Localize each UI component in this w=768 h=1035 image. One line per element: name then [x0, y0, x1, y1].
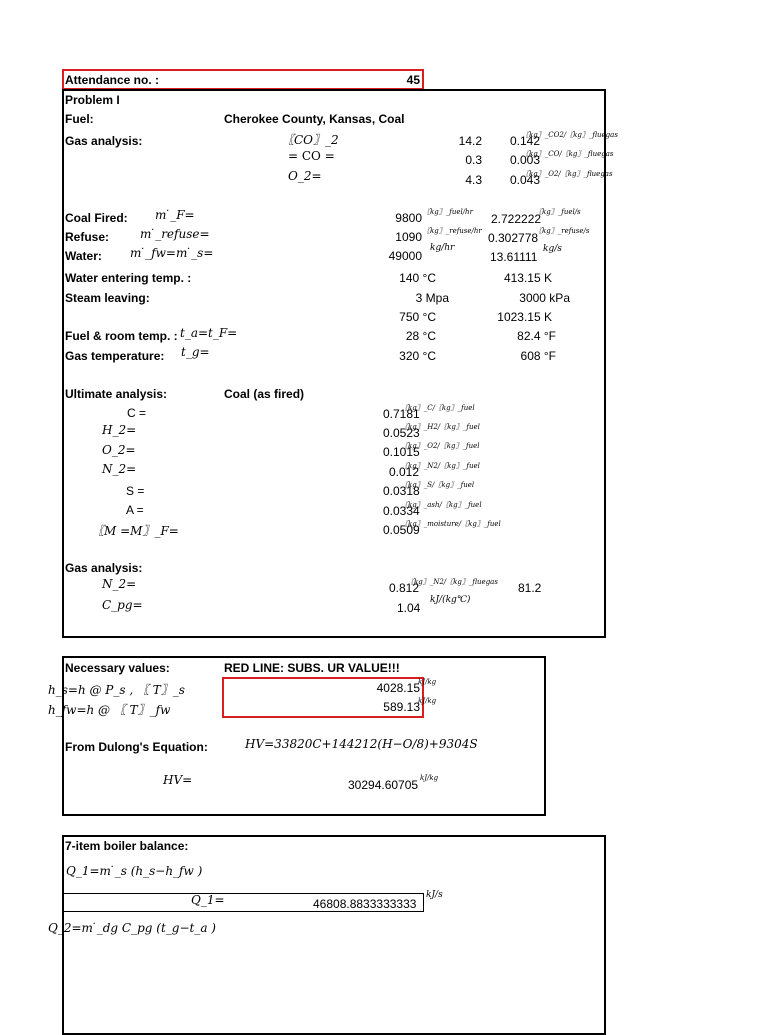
refuse-value: 1090	[395, 230, 422, 244]
water-unit1: kg/hr	[430, 243, 455, 253]
ult-s-value: 0.0318	[383, 484, 420, 498]
ult-m-unit: 〖kg〗_moisture/〖kg〗_fuel	[401, 520, 501, 528]
gas-co-formula: = CO =	[288, 149, 335, 163]
steam-kpa: 3000 kPa	[519, 291, 570, 305]
gas2-n2-formula: N_2=	[102, 577, 137, 591]
ult-h2-formula: H_2=	[102, 423, 137, 437]
water-formula: m ̇_fw=m ̇_s=	[130, 246, 214, 260]
coal-fired-formula: m ̇_F=	[155, 208, 195, 222]
hfw-value[interactable]: 589.13	[383, 700, 420, 714]
red-line-note: RED LINE: SUBS. UR VALUE!!!	[224, 661, 400, 675]
gas-temp-formula: t_g=	[181, 345, 210, 359]
dulong-label: From Dulong's Equation:	[65, 740, 208, 754]
q1-value: 46808.8833333333	[313, 897, 417, 911]
ult-o2-unit: 〖kg〗_O2/〖kg〗_fuel	[401, 442, 480, 450]
gas-o2-formula: O_2=	[288, 169, 322, 183]
water-unit2: kg/s	[543, 244, 562, 254]
gas-co-pct: 0.3	[465, 153, 482, 167]
water-value2: 13.61111	[490, 250, 538, 264]
fuel-temp-formula: t_a=t_F=	[180, 326, 238, 340]
attendance-value: 45	[406, 73, 420, 87]
ult-h2-unit: 〖kg〗_H2/〖kg〗_fuel	[401, 423, 480, 431]
gas-co2-pct: 14.2	[458, 134, 482, 148]
water-label: Water:	[65, 249, 102, 263]
ult-o2-value: 0.1015	[383, 445, 420, 459]
problem-label: Problem I	[65, 93, 120, 107]
hv-unit: kJ/kg	[420, 774, 439, 782]
gas-co2-unit: 〖kg〗_CO2/〖kg〗_fluegas	[522, 131, 618, 139]
gas-o2-pct: 4.3	[465, 173, 482, 187]
hs-unit: kJ/kg	[418, 678, 437, 686]
cpg-formula: C_pg=	[102, 598, 143, 612]
coal-fired-unit2: 〖kg〗_fuel/s	[535, 208, 581, 216]
refuse-unit1: 〖kg〗_refuse/hr	[423, 227, 482, 235]
gas-co2-frac: 0.142	[510, 134, 541, 148]
necessary-values-label: Necessary values:	[65, 661, 170, 675]
fuel-label: Fuel:	[65, 112, 94, 126]
attendance-label: Attendance no. :	[65, 73, 160, 87]
water-temp-c: 140 °C	[399, 271, 436, 285]
water-temp-k: 413.15 K	[503, 271, 552, 285]
ult-a-unit: 〖kg〗_ash/〖kg〗_fuel	[401, 501, 482, 509]
ult-c-unit: 〖kg〗_C/〖kg〗_fuel	[401, 404, 475, 412]
ult-c-value: 0.7181	[383, 407, 420, 421]
gas2-n2-pct: 81.2	[518, 581, 542, 595]
ult-s-unit: 〖kg〗_S/〖kg〗_fuel	[401, 481, 475, 489]
gas-co2-formula: 〖CO〗_2	[282, 133, 339, 147]
ult-o2-formula: O_2=	[102, 443, 136, 457]
refuse-label: Refuse:	[65, 230, 110, 244]
gas-analysis-label: Gas analysis:	[65, 134, 143, 148]
fuel-temp-f: 82.4 °F	[517, 329, 556, 343]
ult-s-formula: S =	[126, 484, 145, 498]
q2-formula: Q_2=m ̇_dg C_pg (t_g−t_a )	[48, 921, 216, 935]
cpg-value: 1.04	[397, 601, 421, 615]
coal-fired-value: 9800	[395, 211, 422, 225]
coal-fired-label: Coal Fired:	[65, 211, 128, 225]
gas-temp-c: 320 °C	[399, 349, 436, 363]
ultimate-analysis-label: Ultimate analysis:	[65, 387, 168, 401]
gas-o2-frac: 0.043	[510, 173, 541, 187]
fuel-temp-c: 28 °C	[405, 329, 436, 343]
coal-fired-unit1: 〖kg〗_fuel/hr	[423, 208, 473, 216]
steam-k: 1023.15 K	[497, 310, 552, 324]
gas-temp-label: Gas temperature:	[65, 349, 165, 363]
dulong-formula: HV=33820C+144212(H−O/8)+9304S	[245, 737, 478, 751]
hv-value: 30294.60705	[348, 778, 419, 792]
water-temp-label: Water entering temp. :	[65, 271, 192, 285]
ult-a-formula: A =	[126, 503, 144, 517]
refuse-formula: m ̇_refuse=	[140, 227, 210, 241]
gas-temp-f: 608 °F	[520, 349, 556, 363]
hfw-unit: kJ/kg	[418, 697, 437, 705]
q1-formula: Q_1=m ̇_s (h_s−h_fw )	[66, 864, 203, 878]
ultimate-analysis-sub: Coal (as fired)	[224, 387, 305, 401]
gas2-n2-unit: 〖kg〗_N2/〖kg〗_fluegas	[407, 578, 498, 586]
fuel-value: Cherokee County, Kansas, Coal	[224, 112, 405, 126]
hs-formula: h_s=h @ P_s , 〖 T〗_s	[48, 683, 185, 697]
water-value: 49000	[388, 249, 422, 263]
gas-co-unit: 〖kg〗_CO/〖kg〗_fluegas	[522, 150, 614, 158]
hfw-formula: h_fw=h @ 〖 T〗_fw	[48, 703, 171, 717]
q1-unit: kJ/s	[426, 890, 443, 900]
q1-label: Q_1=	[191, 893, 225, 907]
ult-c-formula: C =	[127, 406, 147, 420]
refuse-value2: 0.302778	[488, 231, 539, 245]
hs-value[interactable]: 4028.15	[376, 681, 420, 695]
gas-co-frac: 0.003	[510, 153, 541, 167]
fuel-temp-label: Fuel & room temp. :	[65, 329, 178, 343]
gas-analysis2-label: Gas analysis:	[65, 561, 143, 575]
steam-label: Steam leaving:	[65, 291, 150, 305]
ult-h2-value: 0.0523	[383, 426, 420, 440]
ult-m-value: 0.0509	[383, 523, 420, 537]
ult-a-value: 0.0334	[383, 504, 420, 518]
gas-o2-unit: 〖kg〗_O2/〖kg〗_fluegas	[522, 170, 613, 178]
steam-c: 750 °C	[399, 310, 436, 324]
refuse-unit2: 〖kg〗_refuse/s	[535, 227, 590, 235]
steam-mpa: 3 Mpa	[415, 291, 449, 305]
boiler-balance-title: 7-item boiler balance:	[65, 839, 189, 853]
gas2-n2-value: 0.812	[389, 581, 420, 595]
ult-n2-formula: N_2=	[102, 462, 137, 476]
ult-n2-unit: 〖kg〗_N2/〖kg〗_fuel	[401, 462, 480, 470]
cpg-unit: kJ/(kg℃)	[430, 595, 471, 605]
coal-fired-value2: 2.722222	[491, 212, 542, 226]
ult-m-formula: 〖M =M〗_F=	[92, 524, 179, 538]
ult-n2-value: 0.012	[389, 465, 420, 479]
hv-label: HV=	[163, 773, 193, 787]
